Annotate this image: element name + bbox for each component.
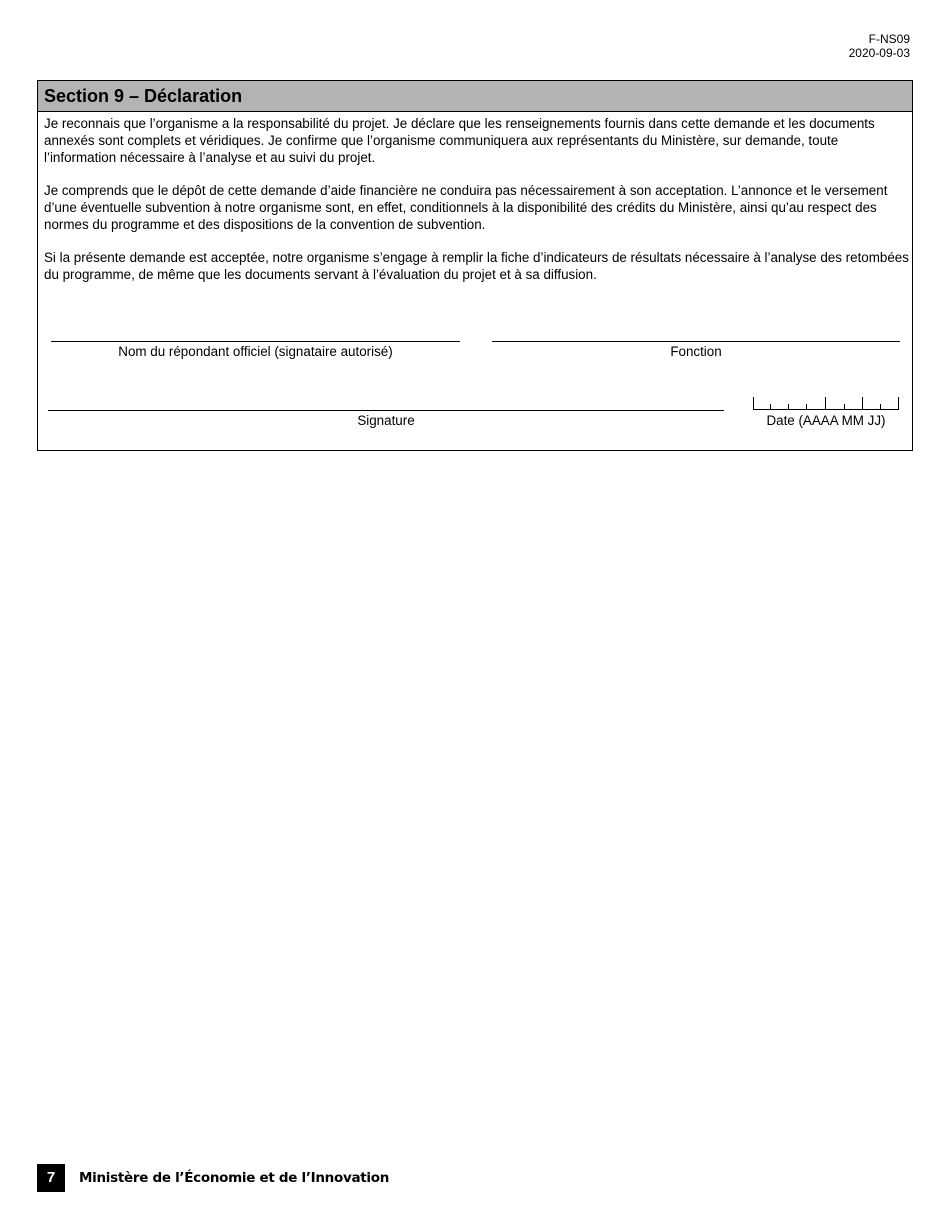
signature-label: Signature (357, 413, 415, 428)
section-title: Section 9 – Déclaration (38, 81, 912, 112)
date-field[interactable] (753, 397, 899, 410)
form-date: 2020-09-03 (848, 46, 910, 60)
function-field[interactable] (492, 341, 900, 342)
respondent-name-label: Nom du répondant officiel (signataire autorisé) (118, 344, 393, 359)
declaration-paragraph-3: Si la présente demande est acceptée, notre organisme s’engage à remplir la fiche d’indicateurs de résultats nécessaire à l’analyse des retombées du programme, de même que les documents servant à l’évaluation du projet et à sa diffusion. (44, 250, 909, 282)
ministry-name: Ministère de l’Économie et de l’Innovation (79, 1170, 390, 1186)
date-label: Date (AAAA MM JJ) (766, 413, 886, 428)
function-label: Fonction (670, 344, 722, 359)
declaration-paragraph-2: Je comprends que le dépôt de cette demande d’aide financière ne conduira pas nécessairement à son acceptation. L’annonce et le versement d’une éventuelle subvention à notre organisme sont, en effet, conditionnels à la disponibilité des crédits du Ministère, ainsi qu’au respect des normes du programme et des dispositions de la convention de subvention. (44, 183, 888, 232)
declaration-section (37, 80, 913, 451)
respondent-name-field[interactable] (51, 341, 460, 342)
form-code-block (849, 32, 910, 60)
form-code: F-NS09 (868, 32, 910, 46)
signature-field[interactable] (48, 410, 724, 411)
declaration-paragraph-1: Je reconnais que l’organisme a la responsabilité du projet. Je déclare que les renseignements fournis dans cette demande et les documents annexés sont complets et véridiques. Je confirme que l’organisme communiquera aux représentants du Ministère, sur demande, toute l’information nécessaire à l’analyse et au suivi du projet. (44, 116, 875, 165)
page-number: 7 (37, 1164, 65, 1192)
